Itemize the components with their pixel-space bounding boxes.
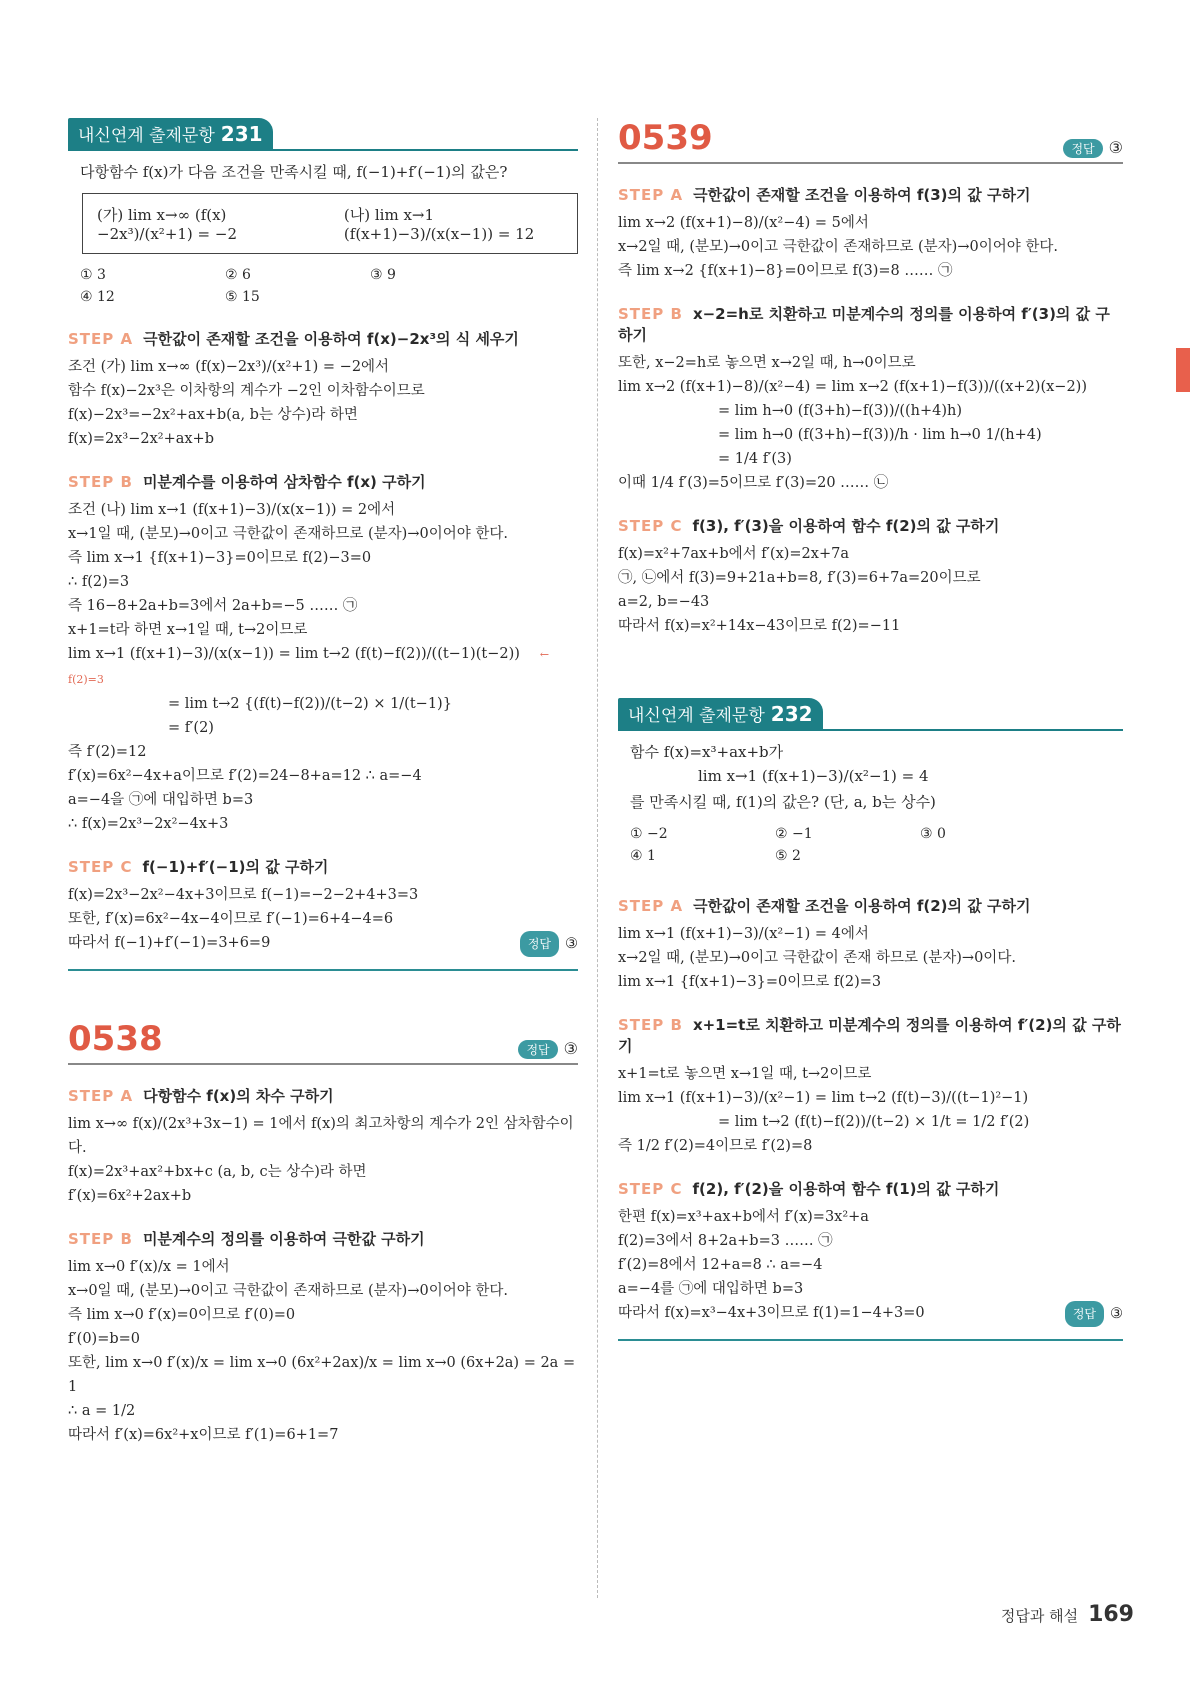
solution-line: x→1일 때, (분모)→0이고 극한값이 존재하므로 (분자)→0이어야 한다. [68,526,508,542]
solution-line: x→0일 때, (분모)→0이고 극한값이 존재하므로 (분자)→0이어야 한다. [68,1283,508,1299]
solution-line: lim x→1 {f(x+1)−3}=0이므로 f(2)=3 [618,974,882,990]
solution-line: lim x→0 f′(x)/x = 1에서 [68,1259,230,1275]
solution-line: a=−4를 ㉠에 대입하면 b=3 [618,1281,804,1297]
step-a-heading: STEP A 극한값이 존재할 조건을 이용하여 f(2)의 값 구하기 [618,897,1031,915]
question-limit: lim x→1 (f(x+1)−3)/(x²−1) = 4 [698,767,929,785]
answer-indicator: 정답 ③ [520,931,578,957]
step-b-heading: STEP B 미분계수를 이용하여 삼차함수 f(x) 구하기 [68,473,426,491]
problem-number: 0539 [618,118,713,158]
solution-line: lim x→∞ f(x)/(2x³+3x−1) = 1에서 f(x)의 최고차항의 계수가 2인 삼차함수이다. [68,1116,574,1156]
solution-line: f′(0)=b=0 [68,1331,141,1347]
solution-line: 또한, x−2=h로 놓으면 x→2일 때, h→0이므로 [618,355,916,371]
footer-label: 정답과 해설 [1000,1607,1079,1625]
answer-choices [80,264,578,308]
column-divider [597,118,598,1598]
page-tab-marker [1176,348,1190,392]
exam-link-badge: 내신연계 출제문항 232 [618,698,823,729]
solution-line: 또한, f′(x)=6x²−4x−4이므로 f′(−1)=6+4−4=6 [68,911,394,927]
step-c-heading: STEP C f(2), f′(2)을 이용하여 함수 f(1)의 값 구하기 [618,1180,1000,1198]
step-a-heading: STEP A 극한값이 존재할 조건을 이용하여 f(x)−2x³의 식 세우기 [68,330,519,348]
answer-indicator: 정답 ③ [518,1039,578,1059]
solution-line: 즉 1/2 f′(2)=4이므로 f′(2)=8 [618,1138,813,1154]
solution-line: x+1=t라 하면 x→1일 때, t→2이므로 [68,622,308,638]
choice: ③ 9 [370,267,396,283]
answer-choices [630,823,1123,867]
solution-line: = 1/4 f′(3) [718,451,792,467]
choice: ⑤ 2 [775,848,801,864]
solution-line: x+1=t로 놓으면 x→1일 때, t→2이므로 [618,1066,872,1082]
solution-line: f′(x)=6x²+2ax+b [68,1188,192,1204]
solution-line: 이때 1/4 f′(3)=5이므로 f′(3)=20 …… ㉡ [618,475,889,491]
solution-line: = lim t→2 {(f(t)−f(2))/(t−2) × 1/(t−1)} [168,696,452,712]
step-b-heading: STEP B 미분계수의 정의를 이용하여 극한값 구하기 [68,1230,425,1248]
solution-line: x→2일 때, (분모)→0이고 극한값이 존재하므로 (분자)→0이어야 한다. [618,239,1058,255]
solution-line: 함수 f(x)−2x³은 이차항의 계수가 −2인 이차함수이므로 [68,383,425,399]
section-header-231 [68,118,578,151]
solution-line: 즉 16−8+2a+b=3에서 2a+b=−5 …… ㉠ [68,598,358,614]
solution-line: lim x→1 (f(x+1)−3)/(x²−1) = 4에서 [618,926,869,942]
choice: ⑤ 15 [225,289,260,305]
solution-line: 따라서 f(−1)+f′(−1)=3+6=9 정답 ③ [68,931,578,955]
solution-line: 따라서 f′(x)=6x²+x이므로 f′(1)=6+1=7 [68,1427,339,1443]
step-c-heading: STEP C f(−1)+f′(−1)의 값 구하기 [68,858,329,876]
choice: ④ 12 [80,289,115,305]
solution-line: lim x→2 (f(x+1)−8)/(x²−4) = 5에서 [618,215,869,231]
choice: ② −1 [775,826,813,842]
solution-line: ㉠, ㉡에서 f(3)=9+21a+b=8, f′(3)=6+7a=20이므로 [618,570,981,586]
choice: ② 6 [225,267,251,283]
solution-line: f(x)−2x³=−2x²+ax+b(a, b는 상수)라 하면 [68,407,358,423]
solution-line: lim x→1 (f(x+1)−3)/(x(x−1)) = lim t→2 (f(t)−f(2))/((t−1)(t−2)) ← f(2)=3 [68,646,550,686]
solution-line: = lim h→0 (f(3+h)−f(3))/h · lim h→0 1/(h+4) [718,427,1042,443]
right-column [618,118,1123,1341]
step-a-heading: STEP A 극한값이 존재할 조건을 이용하여 f(3)의 값 구하기 [618,186,1031,204]
question-text: 함수 f(x)=x³+ax+b가 [630,743,784,761]
step-c-heading: STEP C f(3), f′(3)을 이용하여 함수 f(2)의 값 구하기 [618,517,1000,535]
problem-number: 0538 [68,1019,163,1059]
problem-header-0538 [68,1019,578,1065]
solution-line: 즉 lim x→1 {f(x+1)−3}=0이므로 f(2)−3=0 [68,550,372,566]
solution-line: ∴ a = 1/2 [68,1403,136,1419]
step-b-heading: STEP B x−2=h로 치환하고 미분계수의 정의를 이용하여 f′(3)의 값 구하기 [618,305,1110,344]
solution-line: x→2일 때, (분모)→0이고 극한값이 존재 하므로 (분자)→0이다. [618,950,1016,966]
solution-line: 즉 f′(2)=12 [68,744,147,760]
solution-line: 따라서 f(x)=x³−4x+3이므로 f(1)=1−4+3=0 정답 ③ [618,1301,1123,1325]
question-tail: 를 만족시킬 때, f(1)의 값은? (단, a, b는 상수) [630,793,936,811]
solution-line: 즉 lim x→2 {f(x+1)−8}=0이므로 f(3)=8 …… ㉠ [618,263,953,279]
page-number: 169 [1088,1602,1134,1627]
solution-line: f(2)=3에서 8+2a+b=3 …… ㉠ [618,1233,833,1249]
solution-line: f(x)=2x³−2x²+ax+b [68,431,214,447]
solution-line: lim x→2 (f(x+1)−8)/(x²−4) = lim x→2 (f(x+1)−f(3))/((x+2)(x−2)) [618,379,1087,395]
section-rule [68,969,578,971]
solution-line: a=−4을 ㉠에 대입하면 b=3 [68,792,254,808]
page-footer [1001,1602,1134,1627]
choice: ① 3 [80,267,106,283]
solution-line: 조건 (나) lim x→1 (f(x+1)−3)/(x(x−1)) = 2에서 [68,502,396,518]
solution-line: = f′(2) [168,720,214,736]
solution-line: f(x)=2x³+ax²+bx+c (a, b, c는 상수)라 하면 [68,1164,367,1180]
solution-line: a=2, b=−43 [618,594,710,610]
solution-line: 따라서 f(x)=x²+14x−43이므로 f(2)=−11 [618,618,901,634]
section-rule [618,1339,1123,1341]
choice: ① −2 [630,826,668,842]
side-note: ← f(2)=3 [68,648,550,686]
solution-line: lim x→1 (f(x+1)−3)/(x²−1) = lim t→2 (f(t)−3)/((t−1)²−1) [618,1090,1029,1106]
solution-line: f′(2)=8에서 12+a=8 ∴ a=−4 [618,1257,823,1273]
solution-line: f(x)=x²+7ax+b에서 f′(x)=2x+7a [618,546,849,562]
condition-na: (나) lim x→1 (f(x+1)−3)/(x(x−1)) = 12 [343,206,535,243]
section-header-232 [618,698,1123,731]
condition-box [82,193,578,254]
left-column [68,118,578,1447]
solution-line: 즉 lim x→0 f′(x)=0이므로 f′(0)=0 [68,1307,296,1323]
exam-link-badge: 내신연계 출제문항 231 [68,118,273,149]
choice: ④ 1 [630,848,656,864]
solution-line: f(x)=2x³−2x²−4x+3이므로 f(−1)=−2−2+4+3=3 [68,887,419,903]
choice: ③ 0 [920,826,946,842]
answer-indicator: 정답 ③ [1065,1301,1123,1327]
solution-line: ∴ f(x)=2x³−2x²−4x+3 [68,816,229,832]
solution-line: 한편 f(x)=x³+ax+b에서 f′(x)=3x²+a [618,1209,869,1225]
condition-ga: (가) lim x→∞ (f(x)−2x³)/(x²+1) = −2 [97,206,237,243]
step-b-heading: STEP B x+1=t로 치환하고 미분계수의 정의를 이용하여 f′(2)의 값 구하기 [618,1016,1121,1055]
solution-line: ∴ f(2)=3 [68,574,130,590]
problem-header-0539 [618,118,1123,164]
solution-line: = lim h→0 (f(3+h)−f(3))/((h+4)h) [718,403,963,419]
answer-indicator: 정답 ③ [1063,138,1123,158]
step-a-heading: STEP A 다항함수 f(x)의 차수 구하기 [68,1087,334,1105]
solution-line: f′(x)=6x²−4x+a이므로 f′(2)=24−8+a=12 ∴ a=−4 [68,768,422,784]
question-text: 다항함수 f(x)가 다음 조건을 만족시킬 때, f(−1)+f′(−1)의 값은? [80,163,508,181]
solution-line: = lim t→2 (f(t)−f(2))/(t−2) × 1/t = 1/2 f′(2) [718,1114,1030,1130]
solution-line: 또한, lim x→0 f′(x)/x = lim x→0 (6x²+2ax)/x = lim x→0 (6x+2a) = 2a = 1 [68,1355,576,1395]
solution-line: 조건 (가) lim x→∞ (f(x)−2x³)/(x²+1) = −2에서 [68,359,390,375]
